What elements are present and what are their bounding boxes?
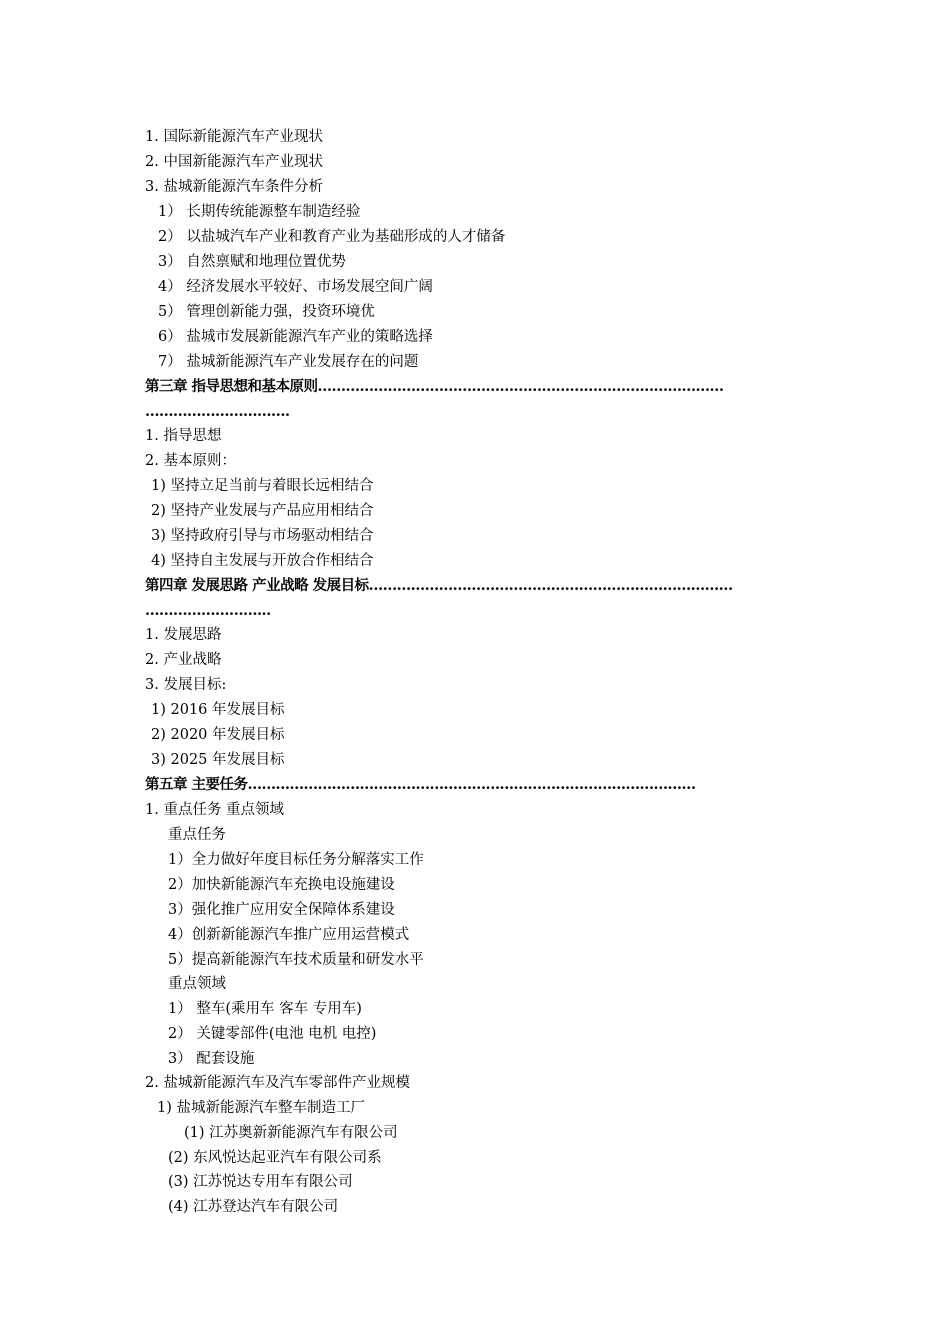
subheading-key-areas: 重点领域 [168,976,226,992]
toc-line-industry-scale: 2. 盐城新能源汽车及汽车零部件产业规模 [145,1075,410,1091]
area-item-1: 1） 整车(乘用车 客车 专用车) [168,1001,362,1017]
principle-item-4: 4) 坚持自主发展与开放合作相结合 [151,553,374,569]
toc-line-international-status: 1. 国际新能源汽车产业现状 [145,129,323,145]
toc-subline-4: 4） 经济发展水平较好、市场发展空间广阔 [158,279,433,295]
goal-item-2025: 3) 2025 年发展目标 [151,752,285,768]
principle-item-1: 1) 坚持立足当前与着眼长远相结合 [151,478,374,494]
goal-item-2016: 1) 2016 年发展目标 [151,702,285,718]
toc-line-development-goals: 3. 发展目标: [145,677,227,693]
toc-line-china-status: 2. 中国新能源汽车产业现状 [145,154,323,170]
task-item-5: 5）提高新能源汽车技术质量和研发水平 [168,952,424,968]
principle-item-3: 3) 坚持政府引导与市场驱动相结合 [151,528,374,544]
chapter-5-heading: 第五章 主要任务…………………………………………………………………………………… [145,776,696,793]
subheading-key-tasks: 重点任务 [168,827,226,843]
chapter-3-heading: 第三章 指导思想和基本原则…………………………………………………………………………… [145,378,724,395]
toc-subline-7: 7） 盐城新能源汽车产业发展存在的问题 [158,354,419,370]
task-item-4: 4）创新新能源汽车推广应用运营模式 [168,927,410,943]
toc-line-industry-strategy: 2. 产业战略 [145,652,222,668]
factory-list-heading: 1) 盐城新能源汽车整车制造工厂 [157,1100,365,1116]
toc-subline-5: 5） 管理创新能力强，投资环境优 [158,304,375,320]
area-item-3: 3） 配套设施 [168,1051,255,1067]
task-item-2: 2）加快新能源汽车充换电设施建设 [168,877,395,893]
area-item-2: 2） 关键零部件(电池 电机 电控) [168,1026,377,1042]
goal-item-2020: 2) 2020 年发展目标 [151,727,285,743]
toc-line-basic-principles: 2. 基本原则： [145,453,236,469]
toc-line-key-tasks-areas: 1. 重点任务 重点领域 [145,802,285,818]
toc-line-yancheng-conditions: 3. 盐城新能源汽车条件分析 [145,179,323,195]
factory-item-2: (2) 东风悦达起亚汽车有限公司系 [168,1150,382,1166]
toc-line-development-ideas: 1. 发展思路 [145,627,222,643]
toc-subline-6: 6） 盐城市发展新能源汽车产业的策略选择 [158,329,433,345]
factory-item-4: (4) 江苏登达汽车有限公司 [168,1199,339,1215]
toc-subline-2: 2） 以盐城汽车产业和教育产业为基础形成的人才储备 [158,229,506,245]
toc-subline-3: 3） 自然禀赋和地理位置优势 [158,254,346,270]
factory-item-1: (1) 江苏奥新新能源汽车有限公司 [184,1125,398,1141]
chapter-3-heading-continuation: …………………………. [145,403,290,420]
principle-item-2: 2) 坚持产业发展与产品应用相结合 [151,503,374,519]
toc-line-guiding-ideology: 1. 指导思想 [145,428,222,444]
toc-subline-1: 1） 长期传统能源整车制造经验 [158,204,361,220]
task-item-3: 3）强化推广应用安全保障体系建设 [168,902,395,918]
task-item-1: 1）全力做好年度目标任务分解落实工作 [168,852,424,868]
chapter-4-heading: 第四章 发展思路 产业战略 发展目标…………………………………………………………………… [145,577,733,594]
chapter-4-heading-continuation: ……………………... [145,602,271,619]
factory-item-3: (3) 江苏悦达专用车有限公司 [168,1174,353,1190]
